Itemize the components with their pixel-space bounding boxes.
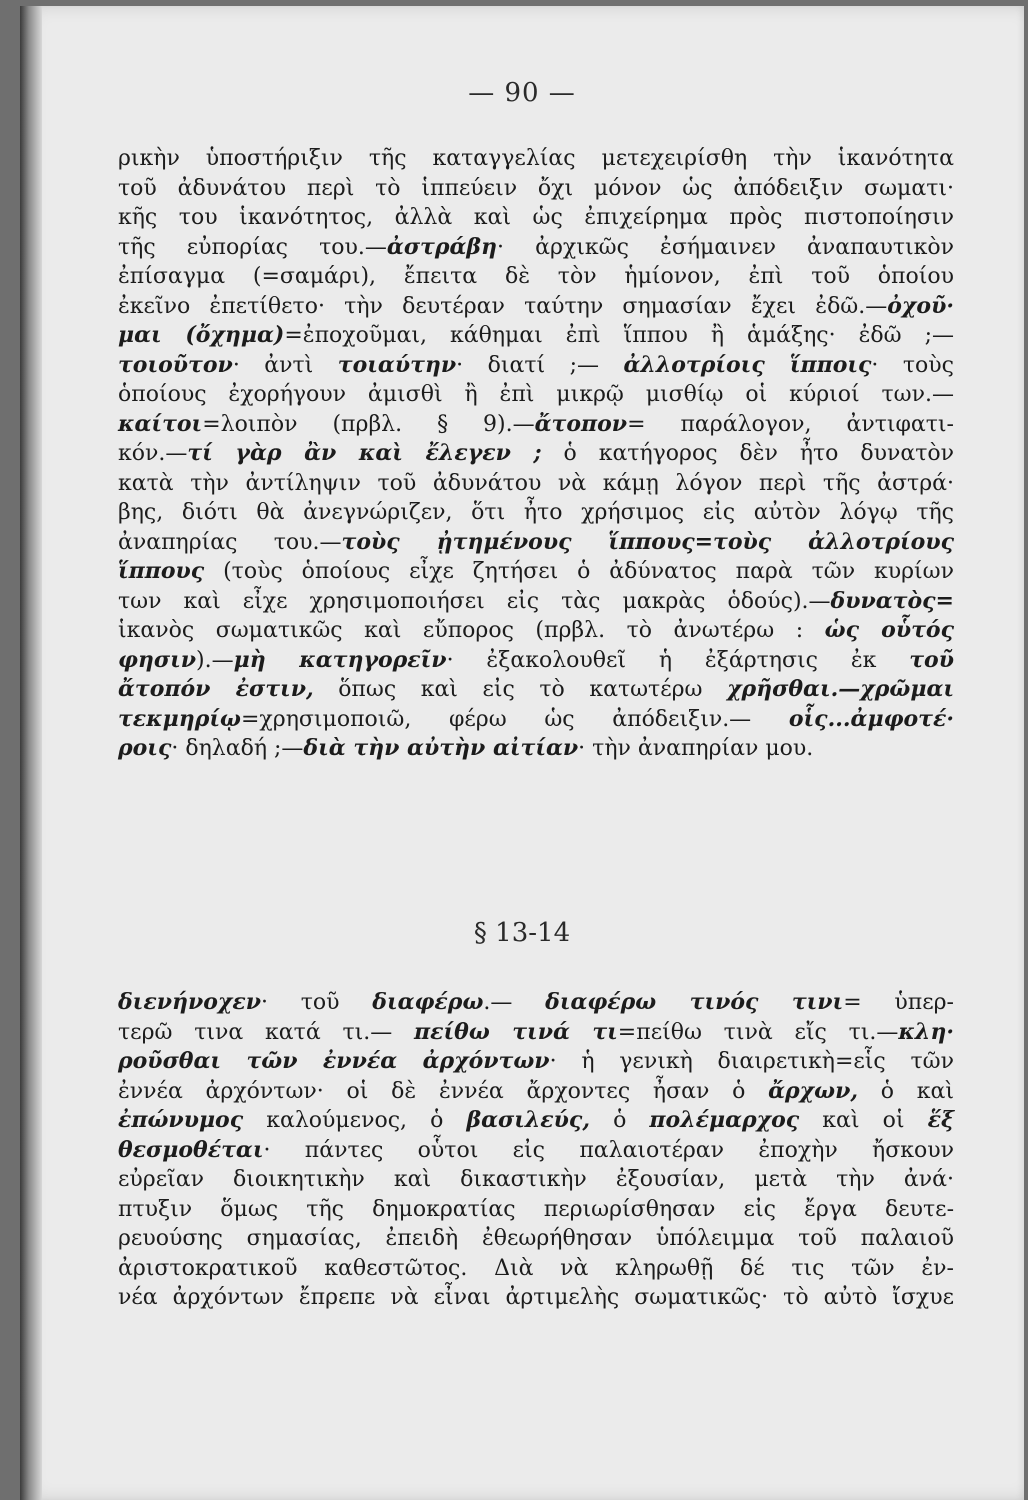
text-line: ρευούσης σημασίας, ἐπειδὴ ἐθεωρήθησαν ὑπόλειμμα τοῦ παλαιοῦ <box>118 1226 954 1251</box>
text-line: ἐπίσαγμα (=σαμάρι), ἔπειτα δὲ τὸν ἡμίονον, ἐπὶ τοῦ ὁποίου <box>118 264 954 289</box>
commentary-paragraph-1 <box>118 144 954 764</box>
lemma: φησιν <box>118 646 197 673</box>
text-line: ρικὴν ὑποστήριξιν τῆς καταγγελίας μετεχειρίσθη τὴν ἱκανότητα <box>118 146 954 171</box>
text-line: ἵππους (τοὺς ὁποίους εἶχε ζητήσει ὁ ἀδύνατος παρὰ τῶν κυρίων <box>118 558 954 584</box>
text-line: τοῦ ἀδυνάτου περὶ τὸ ἱππεύειν ὄχι μόνον ὡς ἀπόδειξιν σωματι· <box>118 175 954 201</box>
lemma: ἕξ <box>927 1107 954 1133</box>
lemma: πείθω τινά τι <box>414 1018 618 1045</box>
text-line: κόν.—τί γὰρ ἂν καὶ ἔλεγεν ; ὁ κατήγορος δὲν ἦτο δυνατὸν <box>118 440 954 466</box>
text-line: μαι (ὄχημα)=ἐποχοῦμαι, κάθημαι ἐπὶ ἵππου ἢ ἁμάξης· ἐδῶ ;— <box>118 322 954 348</box>
lemma: τοῦ <box>909 646 954 673</box>
lemma: ὀχοῦ· <box>887 292 954 319</box>
lemma: ροῦσθαι τῶν ἐννέα ἀρχόντων <box>118 1048 550 1074</box>
lemma: διενήνοχεν <box>118 989 261 1015</box>
lemma: ἄτοπόν ἐστιν, <box>118 676 314 702</box>
text-line: τερῶ τινα κατά τι.— πείθω τινά τι=πείθω τινὰ εἴς τι.—κλη· <box>118 1018 954 1045</box>
text-line: φησιν).—μὴ κατηγορεῖν· ἐξακολουθεῖ ἡ ἐξάρτησις ἐκ τοῦ <box>118 646 954 673</box>
lemma: καίτοι <box>118 410 203 437</box>
book-spine-shadow <box>20 6 42 1500</box>
text-line: διενήνοχεν· τοῦ διαφέρω.— διαφέρω τινός τινι= ὑπερ- <box>118 989 954 1015</box>
text-line: κατὰ τὴν ἀντίληψιν τοῦ ἀδυνάτου νὰ κάμῃ λόγον περὶ τῆς ἀστρά· <box>118 470 954 496</box>
text-line: τοιοῦτον· ἀντὶ τοιαύτην· διατί ;— ἀλλοτρίοις ἵπποις· τοὺς <box>118 351 954 378</box>
lemma: διαφέρω τινός τινι <box>545 989 844 1015</box>
text-line: κῆς του ἱκανότητος, ἀλλὰ καὶ ὡς ἐπιχείρημα πρὸς πιστοποίησιν <box>118 205 954 230</box>
lemma: διὰ τὴν αὐτὴν αἰτίαν <box>303 735 579 761</box>
text-line: ἄτοπόν ἐστιν, ὅπως καὶ εἰς τὸ κατωτέρω χρῆσθαι.—χρῶμαι <box>118 676 955 702</box>
lemma: τοιαύτην <box>337 351 457 378</box>
text-line: τῆς εὐπορίας του.—ἀστράβη· ἀρχικῶς ἐσήμαινεν ἀναπαυτικὸν <box>118 233 954 260</box>
text-line: ροις· δηλαδή ;—διὰ τὴν αὐτὴν αἰτίαν· τὴν ἀναπηρίαν μου. <box>118 735 814 761</box>
text-line: εὐρεῖαν διοικητικὴν καὶ δικαστικὴν ἐξουσίαν, μετὰ τὴν ἀνά· <box>118 1167 954 1192</box>
text-line: πτυξιν ὅμως τῆς δημοκρατίας περιωρίσθησαν εἰς ἔργα δευτε- <box>118 1196 954 1222</box>
lemma: μὴ κατηγορεῖν <box>233 646 447 673</box>
lemma: τεκμηρίῳ <box>118 705 241 732</box>
lemma: ροις <box>118 735 172 761</box>
page-number: — 90 — <box>468 78 576 108</box>
text-line: ἀναπηρίας του.—τοὺς ᾐτημένους ἵππους=τοὺς ἀλλοτρίους <box>118 528 954 555</box>
text-line: καίτοι=λοιπὸν (πρβλ. § 9).—ἄτοπον= παράλογον, ἀντιφατι- <box>118 410 954 437</box>
section-heading: § 13-14 <box>473 918 571 948</box>
commentary-paragraph-2 <box>118 988 954 1313</box>
lemma: διαφέρω <box>372 989 484 1015</box>
text-line: ὁποίους ἐχορήγουν ἀμισθὶ ἢ ἐπὶ μικρῷ μισθίῳ οἱ κύριοί των.— <box>118 382 954 407</box>
lemma: οἷς...ἀμφοτέ· <box>788 705 954 732</box>
lemma: βασιλεύς, <box>466 1107 590 1133</box>
text-line: θεσμοθέται· πάντες οὗτοι εἰς παλαιοτέραν ἐποχὴν ἤσκουν <box>118 1136 954 1163</box>
lemma: ὡς οὗτός <box>824 617 954 643</box>
lemma: κλη· <box>898 1018 954 1045</box>
lemma: ἀστράβη <box>386 233 498 260</box>
text-line: ροῦσθαι τῶν ἐννέα ἀρχόντων· ἡ γενικὴ διαιρετικὴ=εἷς τῶν <box>118 1048 954 1074</box>
text-line: ἐννέα ἀρχόντων· οἱ δὲ ἐννέα ἄρχοντες ἦσαν ὁ ἄρχων, ὁ καὶ <box>118 1077 954 1104</box>
text-line: ἀριστοκρατικοῦ καθεστῶτος. Διὰ νὰ κληρωθῇ δέ τις τῶν ἐν- <box>118 1255 954 1281</box>
lemma: δυνατὸς= <box>830 587 954 614</box>
text-line: βης, διότι θὰ ἀνεγνώριζεν, ὅτι ἦτο χρήσιμος εἰς αὐτὸν λόγῳ τῆς <box>118 500 954 525</box>
text-line: ἱκανὸς σωματικῶς καὶ εὔπορος (πρβλ. τὸ ἀνωτέρω : ὡς οὗτός <box>118 617 954 643</box>
lemma: ἀλλοτρίοις ἵπποις <box>623 351 872 378</box>
lemma: ἵππους <box>118 558 205 584</box>
lemma: τοὺς ᾐτημένους ἵππους=τοὺς ἀλλοτρίους <box>341 528 954 555</box>
text-line: ἐπώνυμος καλούμενος, ὁ βασιλεύς, ὁ πολέμαρχος καὶ οἱ ἕξ <box>118 1107 954 1133</box>
lemma: χρῆσθαι.—χρῶμαι <box>727 676 955 702</box>
text-line: νέα ἀρχόντων ἔπρεπε νὰ εἶναι ἀρτιμελὴς σωματικῶς· τὸ αὐτὸ ἴσχυε <box>118 1285 954 1310</box>
lemma: ἐπώνυμος <box>118 1107 244 1133</box>
text-line: τεκμηρίῳ=χρησιμοποιῶ, φέρω ὡς ἀπόδειξιν.— οἷς...ἀμφοτέ· <box>118 705 954 732</box>
lemma: τοιοῦτον <box>118 351 233 378</box>
text-line: των καὶ εἶχε χρησιμοποιήσει εἰς τὰς μακρὰς ὁδούς).—δυνατὸς= <box>118 587 954 614</box>
lemma: τί γὰρ ἂν καὶ ἔλεγεν ; <box>187 440 542 466</box>
lemma: ἄρχων, <box>768 1077 858 1104</box>
lemma: ἄτοπον <box>534 410 628 437</box>
lemma: πολέμαρχος <box>649 1107 800 1133</box>
text-line: ἐκεῖνο ἐπετίθετο· τὴν δευτέραν ταύτην σημασίαν ἔχει ἐδῶ.—ὀχοῦ· <box>118 292 954 319</box>
lemma: θεσμοθέται <box>118 1136 264 1163</box>
book-page <box>20 6 1024 1500</box>
lemma: μαι (ὄχημα) <box>118 322 285 348</box>
